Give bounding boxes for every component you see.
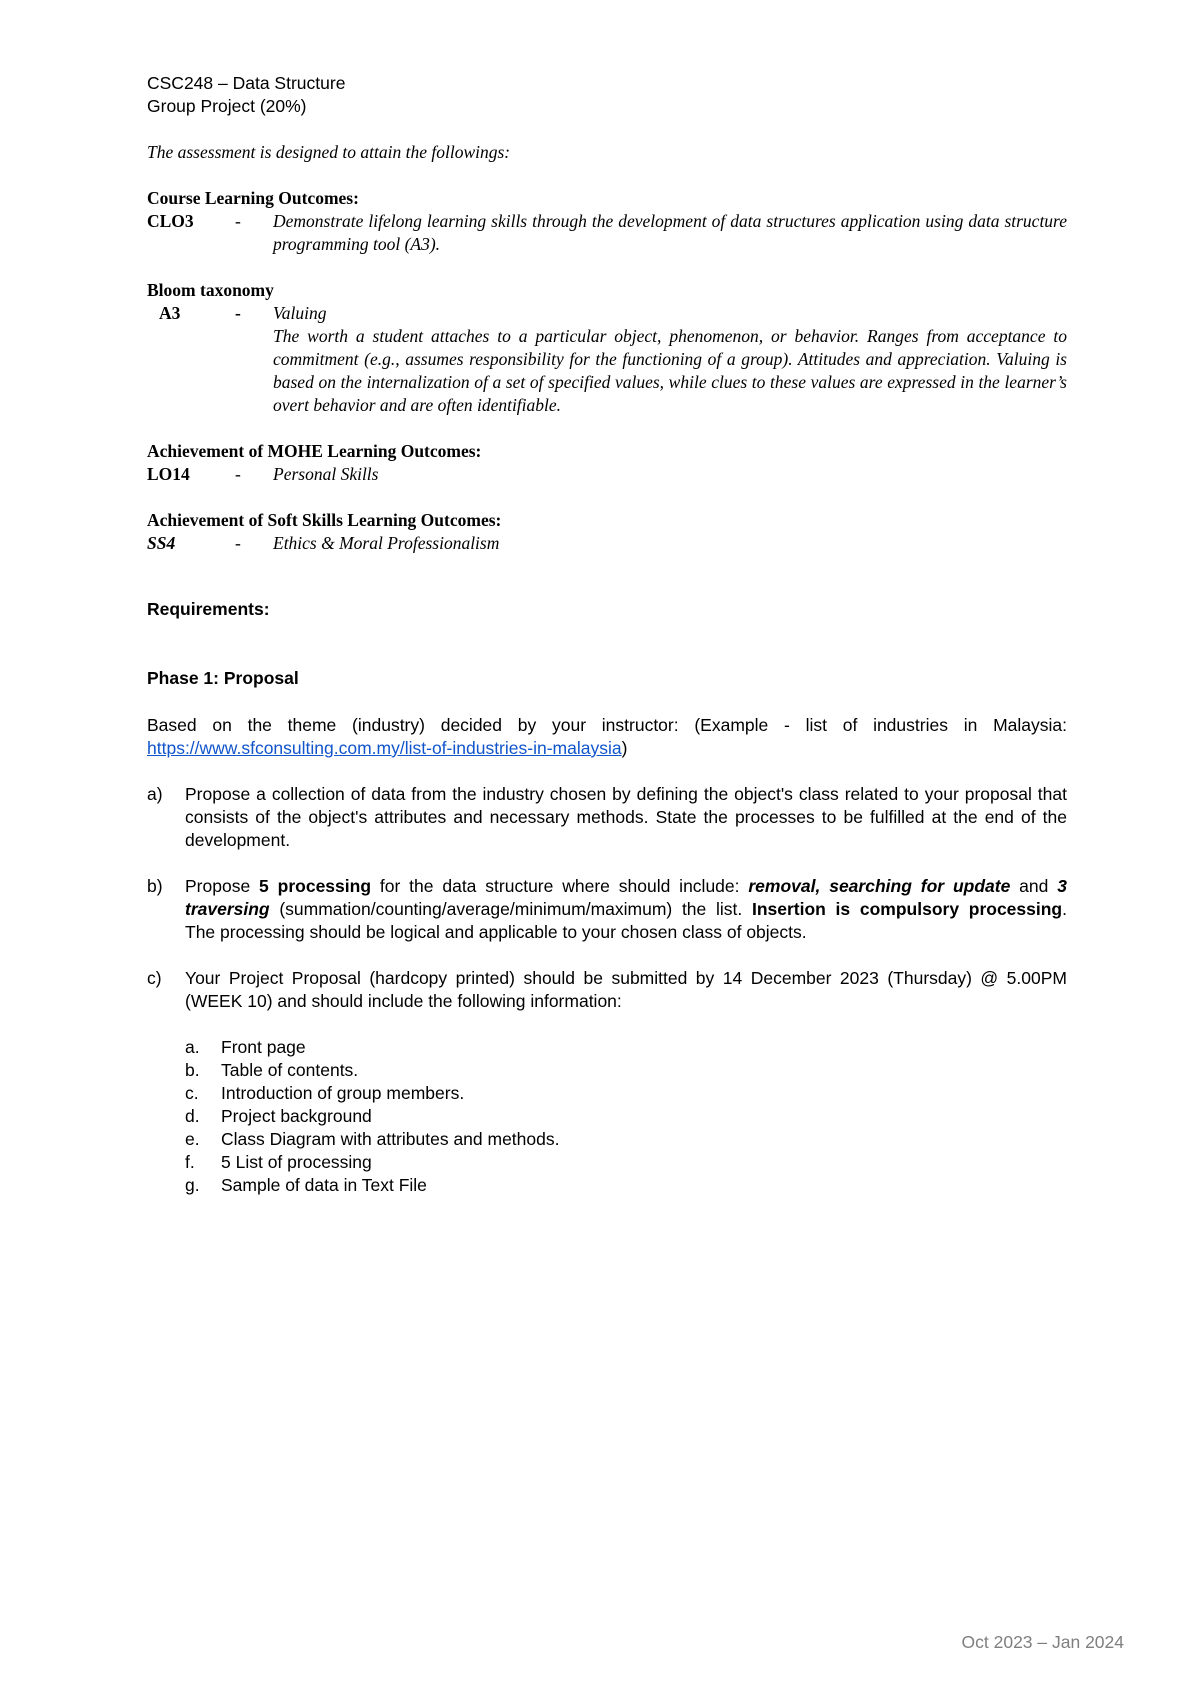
requirement-b-marker: b): [147, 876, 163, 896]
clo-row: [147, 210, 1067, 256]
requirement-a: [147, 783, 1067, 852]
phase1-heading: Phase 1: Proposal: [147, 668, 299, 688]
list-text: Class Diagram with attributes and methods.: [221, 1129, 560, 1149]
list-marker: b.: [185, 1060, 200, 1080]
industries-link[interactable]: https://www.sfconsulting.com.my/list-of-industries-in-malaysia: [147, 738, 622, 758]
requirement-c-text: Your Project Proposal (hardcopy printed) should be submitted by 14 December 2023 (Thursday) @ 5.00PM (WEEK 10) and should include the following information:: [185, 968, 1067, 1011]
phase1-intro: [147, 714, 1067, 760]
list-text: Front page: [221, 1037, 306, 1057]
clo-code: CLO3: [147, 211, 194, 231]
requirements-heading: Requirements:: [147, 599, 270, 619]
page-footer: Oct 2023 – Jan 2024: [961, 1632, 1124, 1652]
req-b-part: for the data structure where should include:: [371, 876, 749, 896]
course-title: CSC248 – Data Structure: [147, 73, 346, 93]
soft-heading: Achievement of Soft Skills Learning Outcomes:: [147, 510, 502, 530]
req-b-part: (summation/counting/average/minimum/maximum) the list.: [269, 899, 752, 919]
bloom-row: [147, 302, 1067, 417]
bloom-code: A3: [159, 303, 181, 323]
mohe-text: Personal Skills: [273, 464, 379, 484]
list-item: [147, 1151, 1067, 1174]
mohe-dash: -: [235, 464, 241, 484]
list-marker: e.: [185, 1129, 200, 1149]
list-item: [147, 1082, 1067, 1105]
soft-row: [147, 532, 1067, 555]
requirement-a-text: Propose a collection of data from the industry chosen by defining the object's class related to your proposal that consists of the object's attributes and necessary methods. State the processes to be fulfilled at the end of the development.: [185, 784, 1067, 850]
requirement-b: [147, 875, 1067, 944]
document-page: [147, 72, 1067, 1197]
bloom-text: The worth a student attaches to a particular object, phenomenon, or behavior. Ranges from acceptance to commitment (e.g., assumes responsibility for the functioning of a group). Attitudes and appreciation. Valuing is based on the internalization of a set of specified values, while clues to these values are expressed in the learner’s overt behavior and are often identifiable.: [273, 326, 1067, 415]
requirement-a-marker: a): [147, 784, 163, 804]
mohe-code: LO14: [147, 464, 190, 484]
soft-code: SS4: [147, 533, 176, 553]
list-text: Sample of data in Text File: [221, 1175, 427, 1195]
list-text: Project background: [221, 1106, 372, 1126]
phase1-intro-end: ): [621, 738, 628, 758]
assessment-intro: The assessment is designed to attain the followings:: [147, 142, 511, 162]
req-b-bold: 5 processing: [259, 876, 372, 896]
mohe-heading: Achievement of MOHE Learning Outcomes:: [147, 441, 482, 461]
phase1-intro-text: Based on the theme (industry) decided by your instructor: (Example - list of industries in Malaysia:: [147, 715, 1067, 735]
list-item: [147, 1036, 1067, 1059]
list-marker: a.: [185, 1037, 200, 1057]
list-item: [147, 1128, 1067, 1151]
list-item: [147, 1174, 1067, 1197]
clo-text: Demonstrate lifelong learning skills through the development of data structures application using data structure programming tool (A3).: [273, 211, 1067, 254]
list-text: Introduction of group members.: [221, 1083, 465, 1103]
list-text: 5 List of processing: [221, 1152, 372, 1172]
list-item: [147, 1105, 1067, 1128]
soft-text: Ethics & Moral Professionalism: [273, 533, 500, 553]
clo-dash: -: [235, 211, 241, 231]
bloom-dash: -: [235, 303, 241, 323]
list-marker: c.: [185, 1083, 199, 1103]
requirement-b-text: [185, 875, 1067, 944]
req-b-bold-italic: 3 traversing: [185, 876, 1067, 919]
req-b-part: and: [1010, 876, 1058, 896]
list-marker: g.: [185, 1175, 200, 1195]
project-title: Group Project (20%): [147, 96, 307, 116]
req-b-part: Propose: [185, 876, 260, 896]
mohe-row: [147, 463, 1067, 486]
requirement-c: [147, 967, 1067, 1013]
list-text: Table of contents.: [221, 1060, 359, 1080]
bloom-heading: Bloom taxonomy: [147, 280, 274, 300]
list-marker: f.: [185, 1152, 195, 1172]
req-b-bold: Insertion is compulsory processing: [751, 899, 1063, 919]
list-marker: d.: [185, 1106, 200, 1126]
req-b-part: . The processing should be logical and applicable to your chosen class of objects.: [185, 899, 1067, 942]
list-item: [147, 1059, 1067, 1082]
clo-heading: Course Learning Outcomes:: [147, 188, 359, 208]
bloom-definition: [273, 302, 1067, 417]
requirement-c-marker: c): [147, 968, 162, 988]
req-b-bold-italic: removal, searching for update: [748, 876, 1011, 896]
bloom-title: Valuing: [273, 303, 327, 323]
soft-dash: -: [235, 533, 241, 553]
